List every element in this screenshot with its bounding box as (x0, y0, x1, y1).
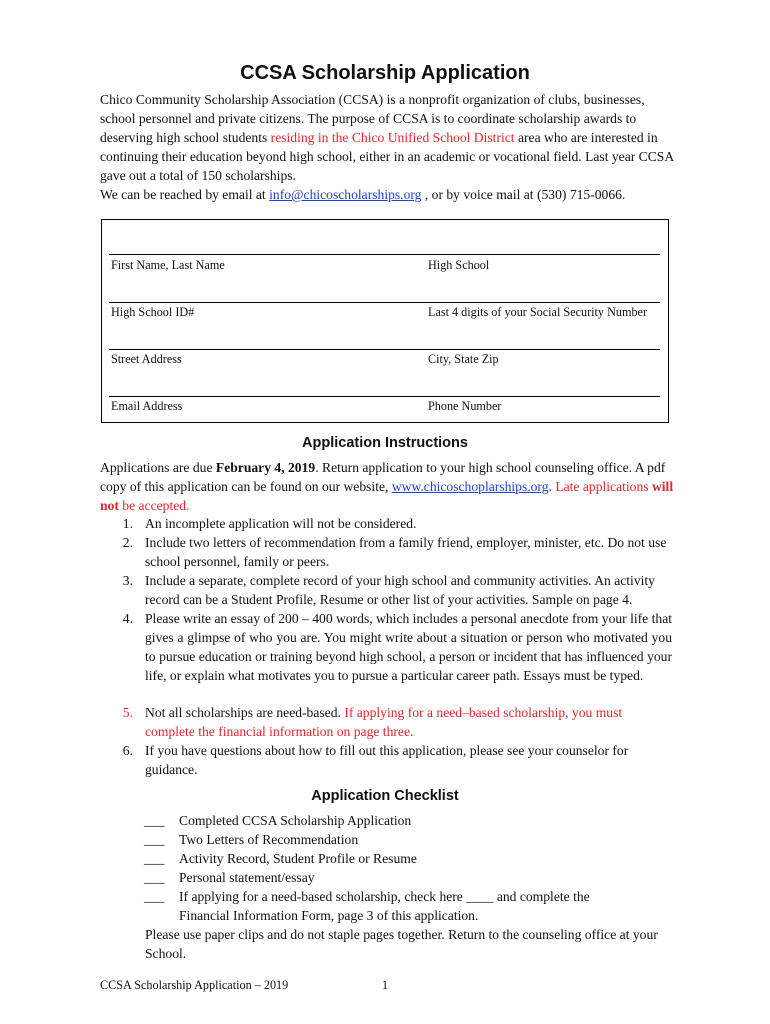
contact-line: We can be reached by email at info@chicoscholarships.org , or by voice mail at (530) 715-0066. (100, 187, 626, 202)
instructions-heading: Application Instructions (302, 435, 468, 451)
email-link[interactable]: info@chicoscholarships.org (269, 187, 422, 202)
email-address-label: Email Address (111, 399, 183, 413)
high-school-label: High School (428, 258, 490, 272)
city-state-zip-label: City, State Zip (428, 352, 499, 366)
street-address-label: Street Address (111, 352, 182, 366)
id-line[interactable] (109, 302, 660, 303)
address-line[interactable] (109, 349, 660, 350)
checklist-heading: Application Checklist (311, 788, 459, 804)
applicant-info-box (101, 219, 669, 423)
page-title: CCSA Scholarship Application (240, 62, 530, 84)
late-warning: Late applications will not be accepted. (100, 479, 674, 513)
intro-paragraph: Chico Community Scholarship Association (CCSA) is a nonprofit organization of clubs, businesses, school personnel and private citizens. The purpose of CCSA is to coordinate scholarship awards to deserving high school students residing in the Chico Unified School District area who are interested in continuing their education beyond high school, either in an academic or vocational field. Last year CCSA gave out a total of 150 scholarships. (100, 92, 674, 183)
page-number: 1 (382, 978, 389, 992)
instructions-lead: Applications are due February 4, 2019. Return application to your high school counseling office. A pdf copy of this application can be found on our website, www.chicoschoplarships.org. Late applications will not be accepted. (100, 460, 674, 513)
website-link[interactable]: www.chicoschoplarships.org (391, 479, 549, 494)
phone-number-label: Phone Number (428, 399, 502, 413)
name-line[interactable] (109, 254, 660, 255)
first-last-name-label: First Name, Last Name (111, 258, 225, 272)
closing-note: Please use paper clips and do not staple pages together. Return to the counseling office at your School. (145, 927, 658, 961)
ssn-label: Last 4 digits of your Social Security Number (428, 305, 648, 319)
footer-title: CCSA Scholarship Application – 2019 (100, 978, 289, 992)
due-date: February 4, 2019 (215, 460, 316, 475)
contact-line-field[interactable] (109, 396, 660, 397)
intro-text (100, 90, 675, 204)
high-school-id-label: High School ID# (111, 305, 195, 319)
district-highlight: residing in the Chico Unified School District (270, 130, 515, 145)
